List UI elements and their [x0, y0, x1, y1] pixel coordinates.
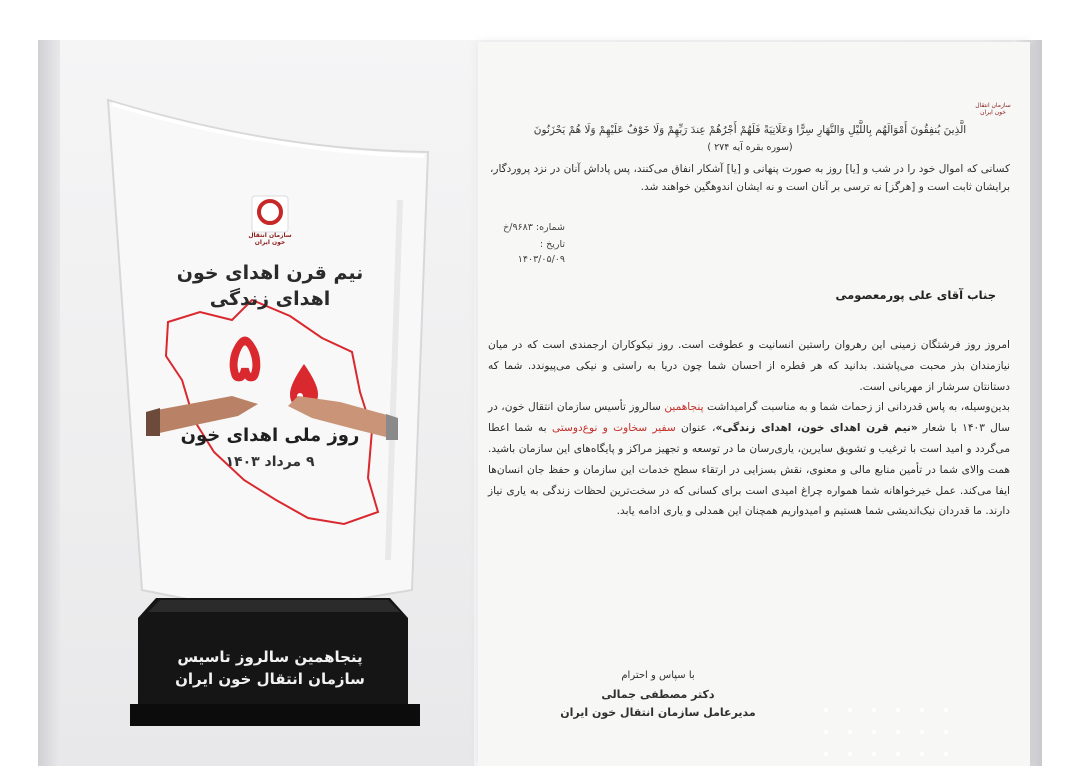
plaque-subtitle: روز ملی اهدای خون: [180, 425, 360, 446]
letter-highlight-fiftieth: پنجاهمین: [664, 401, 704, 414]
plaque-title-line2: اهدای زندگی: [209, 288, 331, 310]
base-inscription-line2: سازمان انتقال خون ایران: [175, 670, 365, 688]
letter-number: شماره: ۹۶۸۳/خ: [503, 222, 565, 233]
letter-body-p1: امروز روز فرشتگان زمینی این رهروان راستین انسانیت و عطوفت است. روز نیکوکاران ارجمندی است که در میان نیازمندان بذر محبت می‌پاشند. بدانید که هر قطره از احسان شما چون دریا به راستی و نیکی می‌پیوندد. شما که دستانتان سرشار از مهربانی است.: [488, 339, 1010, 393]
signer-name: دکتر مصطفی جمالی: [601, 688, 715, 701]
letter-body-p2d: به شما اعطا می‌گردد و امید است با ترغیب و تشویق سایرین، یاری‌رسان ما در توسعه و تجهیز مراکز و پایگاه‌های این سازمان باشید. همت والای شما در تأمین منابع مالی و معنوی، نقش بسزایی در ارتقاء سطح خدمات این سازمان و حفظ جان انسان‌ها ایفا می‌کند. عمل خیرخواهانه شما همواره چراغ امیدی است برای کسانی که در سخت‌ترین لحظات زندگی به یاری نیاز دارند. ما قدردان نیک‌اندیشی شما هستیم و امیدواریم همچنان این همدلی و یاری ادامه یابد.: [488, 422, 1010, 518]
right-sleeve: [386, 414, 398, 440]
trophy-base-bottom: [130, 704, 420, 726]
plaque-big-number: ۵: [227, 318, 263, 396]
verse-translation: کسانی که اموال خود را در شب و [یا] روز به صورت پنهانی و [یا] آشکار انفاق می‌کنند، پس پاداش آنان در نزد پروردگار، برایشان ثابت است و [هرگز] نه ترسی بر آنان است و نه ایشان اندوهگین خواهند شد.: [490, 163, 1010, 193]
letter-closing: با سپاس و احترام: [621, 670, 695, 681]
plaque-logo-label: سازمان انتقال خون ایران: [248, 232, 292, 246]
letter-date-label: تاریخ :: [539, 239, 565, 250]
letter-body-p2b: سالروز تأسیس سازمان انتقال خون، در سال ۱۴۰۳ با شعار: [488, 401, 1010, 435]
appreciation-letter: [478, 42, 1030, 766]
letter-body-p2a: بدین‌وسیله، به پاس قدردانی از زحمات شما و به مناسبت گرامیداشت: [703, 401, 1011, 414]
letter-slogan: «نیم قرن اهدای خون، اهدای زندگی»: [715, 422, 918, 435]
signer-title: مدیرعامل سازمان انتقال خون ایران: [560, 706, 756, 719]
left-sleeve: [146, 408, 160, 436]
decorative-dots: [820, 700, 970, 760]
verse-reference: (سوره بقره آیه ۲۷۴ ): [707, 142, 793, 153]
base-top-bevel: [148, 600, 400, 612]
quran-verse: الَّذِينَ يُنفِقُونَ أَمْوَالَهُم بِاللَّيْلِ وَالنَّهَارِ سِرًّا وَعَلَانِيَةً فَلَهُمْ أَجْرُهُمْ عِندَ رَبِّهِمْ وَلَا خَوْفٌ عَلَيْهِمْ وَلَا هُمْ يَحْزَنُونَ: [533, 124, 967, 136]
letter-logo-label: سازمان انتقال خون ایران: [975, 102, 1011, 116]
base-inscription-line1: پنجاهمین سالروز تاسیس: [177, 648, 363, 666]
plaque-title-line1: نیم قرن اهدای خون: [176, 262, 364, 284]
letter-highlight-title: سفیر سخاوت و نوع‌دوستی: [551, 422, 676, 435]
letter-body-p2c: ، عنوان: [675, 422, 716, 435]
plaque-date: ۹ مرداد ۱۴۰۳: [225, 454, 315, 470]
letter-addressee: جناب آقای علی پورمعصومی: [835, 288, 996, 302]
letter-body: [488, 335, 1010, 522]
letter-date-value: ۱۴۰۳/۰۵/۰۹: [517, 254, 565, 265]
